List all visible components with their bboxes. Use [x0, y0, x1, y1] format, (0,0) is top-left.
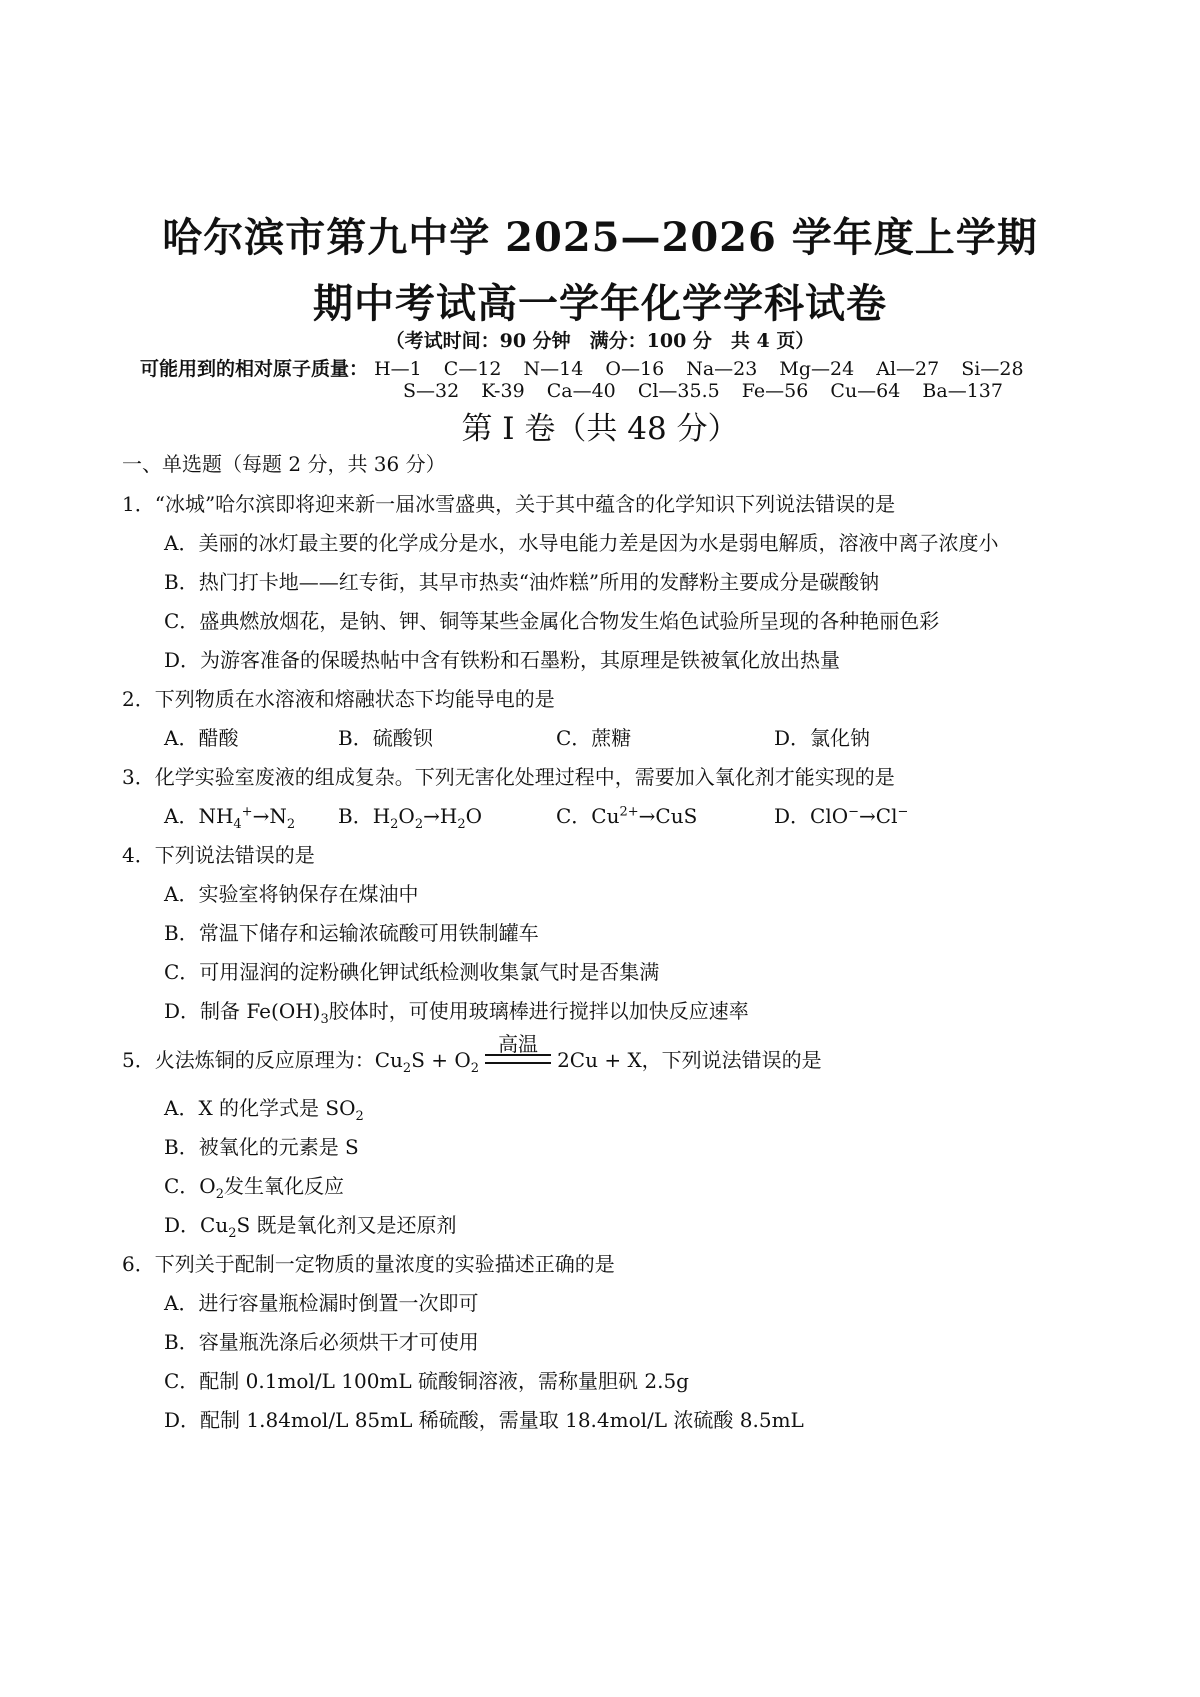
option-a	[164, 800, 295, 832]
formula-text: D．ClO	[774, 804, 849, 828]
atomic-masses-line1	[140, 354, 1024, 381]
option-a: A．醋酸	[164, 726, 239, 750]
option-a	[164, 1092, 364, 1124]
exam-title-line1: 哈尔滨市第九中学 2025—2026 学年度上学期	[162, 214, 1038, 261]
formula-subscript: 2	[355, 1109, 364, 1124]
atomic-mass: Cu—64	[830, 380, 901, 402]
formula-subscript: 3	[320, 1012, 329, 1027]
formula-superscript: 2+	[619, 804, 639, 820]
reaction-condition-arrow	[483, 1031, 553, 1072]
formula-text: O	[398, 804, 415, 828]
atomic-masses-line2	[403, 380, 1003, 402]
atomic-masses-label: 可能用到的相对原子质量：	[140, 358, 369, 380]
option-c: C．可用湿润的淀粉碘化钾试纸检测收集氯气时是否集满	[164, 960, 660, 984]
option-b: B．硫酸钡	[338, 726, 433, 750]
formula-subscript: 2	[402, 1061, 412, 1076]
option-c: C．盛典燃放烟花，是钠、钾、铜等某些金属化合物发生焰色试验所呈现的各种艳丽色彩	[164, 609, 940, 633]
formula-text: 胶体时，可使用玻璃棒进行搅拌以加快反应速率	[328, 999, 749, 1023]
atomic-mass: Mg—24	[779, 358, 855, 380]
atomic-mass: K-39	[481, 380, 525, 402]
option-c	[556, 800, 697, 829]
option-d	[164, 1209, 457, 1241]
formula-text: C．Cu	[556, 804, 620, 828]
formula-subscript: 2	[470, 1061, 480, 1076]
atomic-mass: N—14	[523, 358, 584, 380]
option-a: A．进行容量瓶检漏时倒置一次即可	[164, 1291, 479, 1315]
formula-text: S 既是氧化剂又是还原剂	[236, 1213, 457, 1237]
question-stem: 1．“冰城”哈尔滨即将迎来新一届冰雪盛典，关于其中蕴含的化学知识下列说法错误的是	[122, 492, 896, 516]
question-stem: 4．下列说法错误的是	[122, 843, 315, 867]
formula-text: →H	[423, 804, 458, 828]
question-stem: 3．化学实验室废液的组成复杂。下列无害化处理过程中，需要加入氧化剂才能实现的是	[122, 765, 895, 789]
formula-subscript: 2	[414, 817, 424, 832]
atomic-mass: Fe—56	[741, 380, 809, 402]
formula-text: O	[465, 804, 482, 828]
atomic-mass: S—32	[403, 380, 460, 402]
option-c: C．配制 0.1mol/L 100mL 硫酸铜溶液，需称量胆矾 2.5g	[164, 1369, 689, 1393]
formula-text: →N	[252, 804, 287, 828]
formula-text: 5．火法炼铜的反应原理为：Cu	[122, 1048, 403, 1072]
option-a: A．实验室将钠保存在煤油中	[164, 882, 419, 906]
atomic-mass: Si—28	[961, 358, 1024, 380]
formula-text: B．H	[338, 804, 391, 828]
option-b: B．常温下储存和运输浓硫酸可用铁制罐车	[164, 921, 539, 945]
formula-subscript: 2	[228, 1226, 237, 1241]
formula-text: D．制备 Fe(OH)	[164, 999, 321, 1023]
formula-text: D．Cu	[164, 1213, 229, 1237]
option-b: B．热门打卡地——红专街，其早市热卖“油炸糕”所用的发酵粉主要成分是碳酸钠	[164, 570, 880, 594]
exam-info: （考试时间：90 分钟 满分：100 分 共 4 页）	[385, 330, 815, 352]
part-title: 第 I 卷（共 48 分）	[461, 411, 739, 447]
formula-subscript: 2	[286, 817, 296, 832]
question-stem: 6．下列关于配制一定物质的量浓度的实验描述正确的是	[122, 1252, 615, 1276]
option-b: B．容量瓶洗涤后必须烘干才可使用	[164, 1330, 479, 1354]
option-a: A．美丽的冰灯最主要的化学成分是水，水导电能力差是因为水是弱电解质，溶液中离子浓度小	[164, 531, 999, 555]
exam-title-line2: 期中考试高一学年化学学科试卷	[313, 280, 887, 327]
option-b: B．被氧化的元素是 S	[164, 1135, 359, 1159]
option-d: D．氯化钠	[774, 726, 871, 750]
atomic-mass: Ba—137	[922, 380, 1003, 402]
formula-superscript: −	[848, 804, 860, 820]
formula-text: 2Cu + X，下列说法错误的是	[557, 1048, 822, 1072]
formula-text: A．NH	[164, 804, 234, 828]
atomic-mass: Na—23	[686, 358, 758, 380]
formula-text: →CuS	[638, 804, 698, 828]
atomic-mass: C—12	[443, 358, 502, 380]
formula-subscript: 2	[390, 817, 399, 832]
formula-subscript: 2	[457, 817, 466, 832]
option-d: D．配制 1.84mol/L 85mL 稀硫酸，需量取 18.4mol/L 浓硫酸 8.5mL	[164, 1408, 804, 1432]
atomic-mass: Ca—40	[546, 380, 616, 402]
formula-subscript: 2	[215, 1187, 224, 1202]
atomic-mass: H—1	[374, 358, 422, 380]
section-title: 一、单选题（每题 2 分，共 36 分）	[122, 452, 446, 476]
option-d	[164, 995, 749, 1027]
formula-text: C．O	[164, 1174, 216, 1198]
atomic-mass: Al—27	[876, 358, 940, 380]
option-c	[164, 1170, 344, 1202]
formula-superscript: +	[241, 804, 253, 820]
formula-text: →Cl	[859, 804, 898, 828]
question-stem	[122, 1031, 822, 1076]
option-c: C．蔗糖	[556, 726, 632, 750]
reaction-condition: 高温	[498, 1031, 539, 1056]
atomic-mass: O—16	[605, 358, 665, 380]
formula-superscript: −	[897, 804, 909, 820]
option-d: D．为游客准备的保暖热帖中含有铁粉和石墨粉，其原理是铁被氧化放出热量	[164, 648, 841, 672]
option-d	[774, 800, 908, 829]
formula-text: S + O	[411, 1048, 471, 1072]
formula-text: 发生氧化反应	[223, 1174, 344, 1198]
equals-sign	[485, 1054, 551, 1064]
option-b	[338, 800, 482, 832]
atomic-mass: Cl—35.5	[637, 380, 720, 402]
formula-subscript: 4	[233, 817, 242, 832]
formula-text: A．X 的化学式是 SO	[164, 1096, 356, 1120]
question-stem: 2．下列物质在水溶液和熔融状态下均能导电的是	[122, 687, 555, 711]
